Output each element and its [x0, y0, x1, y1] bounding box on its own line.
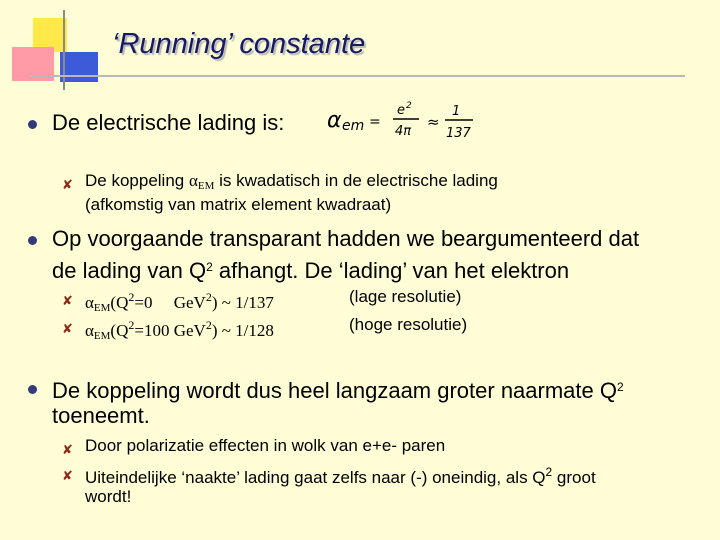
- formula-num-sup: 2: [406, 101, 412, 111]
- resolution-note: (hoge resolutie): [349, 315, 468, 334]
- bullet-dot: [28, 120, 37, 129]
- logo-vertical-line: [63, 10, 65, 90]
- subbullet-mark: ✘: [62, 321, 73, 336]
- formula-alpha: α: [327, 108, 342, 133]
- alpha-high-q2: $\alpha_{EM}(Q^2=100$ GeV$^2$) ~ 1/128: [85, 318, 274, 342]
- bullet-text: De electrische lading is:: [52, 110, 285, 135]
- subbullet-text-line1: De koppeling $\alpha_{EM}$ is kwadatisch in de electrische lading: [85, 171, 498, 192]
- formula-approx: ≈: [427, 113, 440, 131]
- bullet-dot: [28, 385, 37, 394]
- subbullet-mark: ✘: [62, 177, 73, 192]
- bullet-text-line1: Op voorgaande transparant hadden we beargumenteerd dat: [52, 226, 640, 251]
- bullet-text-line1: De koppeling wordt dus heel langzaam groter naarmate $Q^2$: [52, 378, 624, 403]
- formula-eq: =: [369, 114, 381, 130]
- slide-title: ‘Running’ constante: [112, 28, 366, 60]
- alpha-low-q2: $\alpha_{EM}(Q^2=0$ GeV$^2$) ~ 1/137: [85, 290, 274, 314]
- subbullet-text-line1: Uiteindelijke ‘naakte’ lading gaat zelfs naar (-) oneindig, als $Q^2$ groot: [85, 465, 596, 487]
- subbullet-mark: ✘: [62, 468, 73, 483]
- logo-blue-square: [60, 52, 98, 82]
- title-underline: [30, 75, 685, 77]
- subbullet-text: Door polarizatie effecten in wolk van e+e- paren: [85, 436, 446, 455]
- subbullet-text-line2: (afkomstig van matrix element kwadraat): [85, 195, 392, 214]
- bullet-dot: [28, 236, 37, 245]
- formula-num: e: [397, 103, 405, 118]
- formula-r-den: 137: [446, 126, 471, 141]
- subbullet-text-line2: wordt!: [85, 487, 132, 506]
- bullet-text-line2: toeneemt.: [52, 403, 150, 428]
- bullet-text-line2: de lading van $Q^2$ afhangt. De ‘lading’ van het elektron: [52, 258, 570, 283]
- subbullet-mark: ✘: [62, 442, 73, 457]
- formula-den: 4π: [395, 124, 412, 139]
- alpha-em-formula: [325, 100, 485, 144]
- formula-r-num: 1: [452, 104, 461, 119]
- resolution-note: (lage resolutie): [349, 287, 462, 306]
- formula-sub: em: [342, 118, 365, 134]
- subbullet-mark: ✘: [62, 293, 73, 308]
